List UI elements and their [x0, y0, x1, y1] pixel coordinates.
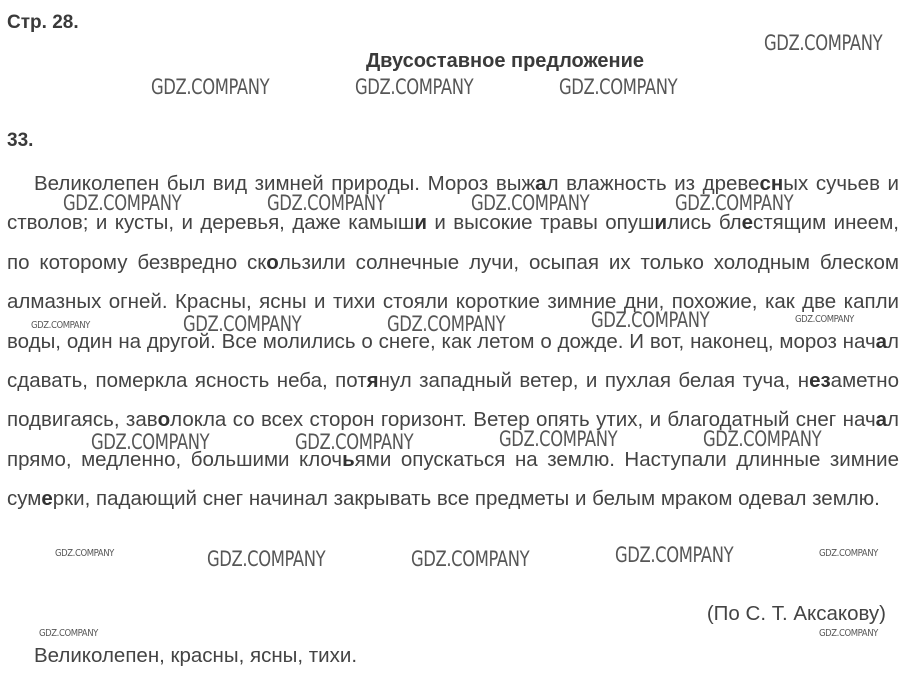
watermark-logo: GDZ.COMPANY	[183, 312, 302, 336]
text-segment: ых сучьев и стволов; и кусты, и деревья, даже камыш	[7, 172, 900, 235]
text-segment: локла со всех сторон горизонт. Ветер опять утих, и благодатный снег нач	[170, 408, 876, 432]
highlighted-letters: а	[535, 172, 547, 195]
exercise-number: 33.	[7, 130, 34, 151]
highlighted-letters: и	[414, 211, 427, 235]
text-segment: Великолепен был вид зимней природы. Мороз выж	[34, 172, 536, 195]
exercise-text	[7, 164, 899, 519]
highlighted-letters: сн	[759, 172, 784, 195]
watermark-logo: GDZ.COMPANY	[63, 191, 182, 215]
highlighted-letters: ь	[342, 447, 355, 471]
watermark-logo: GDZ.COMPANY	[615, 543, 734, 567]
watermark-logo: GDZ.COMPANY	[591, 308, 710, 332]
watermark-logo: GDZ.COMPANY	[295, 430, 414, 454]
watermark-logo: GDZ.COMPANY	[411, 547, 530, 571]
highlighted-letters: а	[875, 408, 888, 432]
text-segment: нул западный ветер, и пухлая белая туча, н	[378, 369, 810, 393]
text-segment: л сдавать, померкла ясность неба, пот	[7, 329, 899, 393]
watermark-logo: GDZ.COMPANY	[55, 548, 114, 559]
text-segment: ями опускаться на землю. Наступали длинные зимние сум	[7, 447, 899, 511]
text-segment: рки, падающий снег начинал закрывать все предметы и белым мраком одевал землю.	[52, 487, 880, 511]
highlighted-letters: о	[266, 250, 279, 274]
text-segment: стящим инеем, по которому безвредно ск	[7, 211, 899, 274]
highlighted-letters: е	[741, 211, 754, 235]
page-number: Стр. 28.	[7, 12, 79, 33]
watermark-logo: GDZ.COMPANY	[471, 191, 590, 215]
watermark-logo: GDZ.COMPANY	[91, 430, 210, 454]
text-segment: льзили солнечные лучи, осыпая их только холодным блеском алмазных огней. Красны, ясны и тихи стояли короткие зимние дни, похожие, как две капли воды, один на другой. Все молились о снеге, как летом о дожде. И вот, наконец, мороз нач	[7, 250, 899, 353]
watermark-logo: GDZ.COMPANY	[819, 548, 878, 559]
watermark-logo: GDZ.COMPANY	[819, 628, 878, 639]
author-attribution: (По С. Т. Аксакову)	[706, 602, 886, 625]
watermark-logo: GDZ.COMPANY	[559, 75, 678, 99]
highlighted-letters: е	[41, 487, 53, 511]
watermark-logo: GDZ.COMPANY	[207, 547, 326, 571]
watermark-logo: GDZ.COMPANY	[499, 427, 618, 451]
watermark-logo: GDZ.COMPANY	[31, 320, 90, 331]
watermark-logo: GDZ.COMPANY	[39, 628, 98, 639]
highlighted-letters: и	[654, 211, 668, 235]
text-segment: аметно подвигаясь, зав	[7, 369, 899, 432]
text-segment: и высокие травы опуш	[426, 211, 655, 235]
watermark-logo: GDZ.COMPANY	[355, 75, 474, 99]
watermark-logo: GDZ.COMPANY	[795, 314, 854, 325]
page-title: Двусоставное предложение	[365, 50, 645, 72]
watermark-logo: GDZ.COMPANY	[675, 191, 794, 215]
highlighted-letters: а	[875, 329, 888, 353]
text-segment: л влажность из древе	[546, 172, 760, 195]
highlighted-letters: о	[157, 408, 171, 432]
watermark-logo: GDZ.COMPANY	[387, 312, 506, 336]
watermark-logo: GDZ.COMPANY	[764, 31, 883, 55]
watermark-logo: GDZ.COMPANY	[151, 75, 270, 99]
watermark-logo: GDZ.COMPANY	[267, 191, 386, 215]
text-segment: лись бл	[667, 211, 742, 235]
highlighted-letters: я	[366, 369, 379, 393]
highlighted-letters: ез	[809, 369, 831, 393]
text-segment: л прямо, медленно, большими клоч	[7, 408, 899, 471]
answer-text: Великолепен, красны, ясны, тихи.	[34, 644, 358, 667]
watermark-logo: GDZ.COMPANY	[703, 427, 822, 451]
